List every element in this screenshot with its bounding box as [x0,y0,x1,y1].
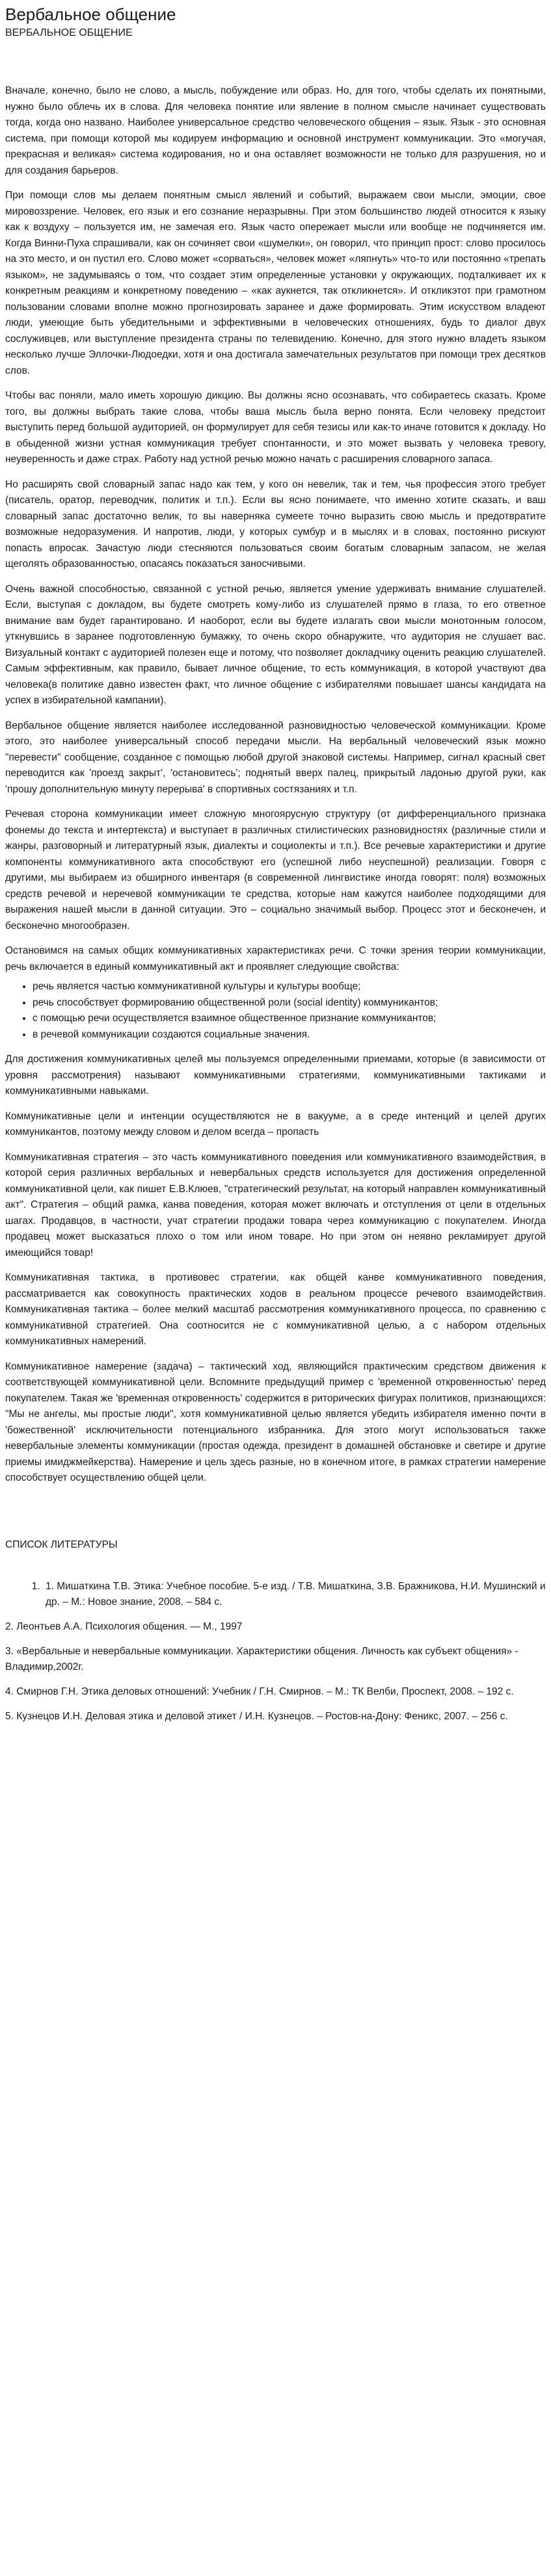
reference-item: 2. Леонтьев А.А. Психология общения. — М., 1997 [5,1620,243,1632]
reference-item: 1. 1. Мишаткина Т.В. Этика: Учебное пособие. 5-е изд. / Т.В. Мишаткина, З.В. Бражникова, Н.И. Мушинский и др. – М.: Новое знание, 2008. – 584 с. [43,1579,546,1610]
section-spacer [5,1496,546,1537]
reference-item: 3. «Вербальные и невербальные коммуникации. Характеристики общения. Личность как субъект общения» - Владимир,2002г. [5,1645,518,1672]
paragraph: Коммуникативные цели и интенции осуществляются не в вакууме, а в среде интенций и целей других коммуникантов, поэтому между словом и делом всегда – пропасть [5,1110,546,1138]
article-body [5,83,546,1487]
paragraph: Но расширять свой словарный запас надо как тем, у кого он невелик, так и тем, чья профессия этого требует (писатель, оратор, переводчик, политик и т.п.). Если вы ясно понимаете, что именно хотите сказать, и ваш словарный запас достаточно велик, то вы наверняка сумеете точно выразить свою мысль и предотвратите возможные недоразумения. И напротив, люди, у которых сумбур и в мыслях и в словах, постоянно рискуют попасть впросак. Зачастую люди стесняются пользоваться своим богатым словарным запасом, не желая щеголять образованностью, опасаясь показаться заносчивыми. [5,478,546,569]
paragraph: Коммуникативная тактика, в противовес стратегии, как общей канве коммуникативного поведения, рассматривается как совокупность практических ходов в реальном процессе речевого взаимодействия. Коммуникативная тактика – более мелкий масштаб рассмотрения коммуникативного процесса, по сравнению с коммуникативной стратегией. Она соотносится не с коммуникативной целью, а с набором отдельных коммуникативных намерений. [5,1272,546,1347]
page-subtitle: ВЕРБАЛЬНОЕ ОБЩЕНИЕ [5,27,133,38]
paragraph: Вначале, конечно, было не слово, а мысль, побуждение или образ. Но, для того, чтобы сделать их понятными, нужно было облечь их в слова. Для человека понятие или явление в полном смысле начинает существовать тогда, когда оно названо. Наиболее универсальное средство человеческого общения – язык. Язык - это основная система, при помощи которой мы кодируем информацию и основной инструмент коммуникации. Это «могучая, прекрасная и великая» система кодирования, но и она оставляет возможности не только для разрушения, но и для создания барьеров. [5,85,546,176]
paragraph: Для достижения коммуникативных целей мы пользуемся определенными приемами, которые (в зависимости от уровня рассмотрения) называют коммуникативными стратегиями, коммуникативными тактиками и коммуникативными навыками. [5,1054,546,1097]
speech-properties-list [5,979,546,1043]
list-item: • с помощью речи осуществляется взаимное общественное признание коммуникантов; [33,1011,546,1027]
reference-item: 4. Смирнов Г.Н. Этика деловых отношений: Учебник / Г.Н. Смирнов. – М.: ТК Велби, Проспект, 2008. – 192 с. [5,1685,514,1697]
paragraph: Чтобы вас поняли, мало иметь хорошую дикцию. Вы должны ясно осознавать, что собираетесь сказать. Кроме того, вы должны выбрать такие слова, чтобы ваша мысль была верно понята. Если человеку предстоит выступить перед большой аудиторией, он формулирует для себя тезисы или как-то иначе готовится к докладу. Но в обыденной жизни устная коммуникация требует спонтанности, и это может вызвать у человека тревогу, неуверенность и даже страх. Работу над устной речью можно начать с расширения словарного запаса. [5,390,546,465]
references-heading: СПИСОК ЛИТЕРАТУРЫ [5,1539,118,1550]
paragraph: Очень важной способностью, связанной с устной речью, является умение удерживать внимание слушателей. Если, выступая с докладом, вы будете смотреть кому-либо из слушателей прямо в глаза, то его ответное внимание вам будет гарантировано. И наоборот, если вы будете излагать свои мысли монотонным голосом, уткнувшись в заранее подготовленную бумажку, то очень скоро обнаружите, что аудитория не слушает вас. Визуальный контакт с аудиторией полезен еще и потому, что позволяет докладчику оценить реакцию слушателей. Самым эффективным, как правило, бывает личное общение, то есть коммуникация, в которой участвуют два человека(в политике давно известен факт, что личное общение с избирателями повышает шансы кандидата на успех в избирательной кампании). [5,583,546,706]
paragraph: Вербальное общение является наиболее исследованной разновидностью человеческой коммуникации. Кроме этого, это наиболее универсальный способ передачи мысли. На вербальный человеческий язык можно "перевести" сообщение, созданное с помощью любой другой знаковой системы. Например, сигнал красный свет переводится как 'проезд закрыт', 'остановитесь'; поднятый вверх палец, прикрытый ладонью другой руки, как 'прошу дополнительную минуту перерыва' в спортивных состязаниях и т.п. [5,720,546,795]
page-title: Вербальное общение [5,5,176,24]
list-item: • в речевой коммуникации создаются социальные значения. [33,1027,546,1043]
paragraph: Речевая сторона коммуникации имеет сложную многоярусную структуру (от дифференциального признака фонемы до текста и интертекста) и выступает в различных стилистических разновидностях (различные стили и жанры, разговорный и литературный язык, диалекты и социолекты и т.п.). Все речевые характеристики и другие компоненты коммуникативного акта способствуют его (успешной либо неуспешной) реализации. Говоря с другими, мы выбираем из обширного инвентаря (в современной лингвистике иногда говорят: поля) возможных средств речевой и неречевой коммуникации те средства, которые нам кажутся наиболее подходящими для выражения нашей мысли в данной ситуации. Это – социально значимый выбор. Процесс этот и бесконечен, и бесконечно многообразен. [5,809,546,931]
paragraph: При помощи слов мы делаем понятным смысл явлений и событий, выражаем свои мысли, эмоции, свое мировоззрение. Человек, его язык и его сознание неразрывны. При этом большинство людей относится к языку как к воздуху – пользуется им, не замечая его. Язык часто опережает мысли или вообще не подчиняется им. Когда Винни-Пуха спрашивали, как он сочиняет свои «шумелки», он говорил, что принцип прост: слово просилось на это место, и он пустил его. Слово может «сорваться», человек может «ляпнуть» что-то или постоянно «трепать языком», не задумываясь о том, что создает этим определенные установки у окружающих, подталкивает их к конкретным реакциям и конкретному поведению – «как аукнется, так откликнется». И откликэтот при грамотном пользовании словами вполне можно прогнозировать заранее и даже формировать. Этим искусством владеют люди, умеющие быть убедительными и эффективными в человеческих отношениях, будь то диалог двух сослуживцев, или выступление президента страны по телевидению. Конечно, для этого нужно владеть языком несколько лучше Эллочки-Людоедки, хотя и она достигала замечательных результатов при помощи трех десятков слов. [5,190,546,376]
list-item: • речь является частью коммуникативной культуры и культуры вообще; [33,979,546,995]
paragraph: Остановимся на самых общих коммуникативных характеристиках речи. С точки зрения теории коммуникации, речь включается в единый коммуникативный акт и проявляет следующие свойства: [5,945,546,972]
list-item: • речь способствует формированию общественной роли (social identity) коммуникантов; [33,995,546,1011]
paragraph: Коммуникативное намерение (задача) – тактический ход, являющийся практическим средством движения к соответствующей коммуникативной цели. Вспомните предыдущий пример с 'временной откровенностью' перед покупателем. Такая же 'временная откровенность' содержится в риторических фигурах политиков, признающихся: "Мы не ангелы, мы простые люди", хотя коммуникативной целью является убедить избирателя именно почти в 'божественной' исключительности потенциального избранника. Для этого могут использоваться также невербальные элементы коммуникации (простая одежда, президент в домашней обстановке и светире и другие приемы имиджмейкерства). Намерение и цель здесь разные, но в конечном итоге, в рамках стратегии намерение способствует осуществлению общей цели. [5,1360,546,1483]
references-section [5,1537,546,1724]
references-list [5,1579,546,1610]
reference-item: 5. Кузнецов И.Н. Деловая этика и деловой этикет / И.Н. Кузнецов. – Ростов-на-Дону: Феникс, 2007. – 256 с. [5,1710,508,1722]
paragraph: Коммуникативная стратегия – это часть коммуникативного поведения или коммуникативного взаимодействия, в которой серия различных вербальных и невербальных средств используется для достижения определенной коммуникативной цели, как пишет Е.В.Клюев, "стратегический результат, на который направлен коммуникативный акт". Стратегия – общий рамка, канва поведения, которая может включать и отступления от цели в отдельных шагах. Продавцов, в частности, учат стратегии продажи товара через коммуникацию с покупателем. Иногда продавец может высказаться плохо о том или ином товаре. Но при этом он неявно рекламирует другой имеющийся товар! [5,1151,546,1258]
